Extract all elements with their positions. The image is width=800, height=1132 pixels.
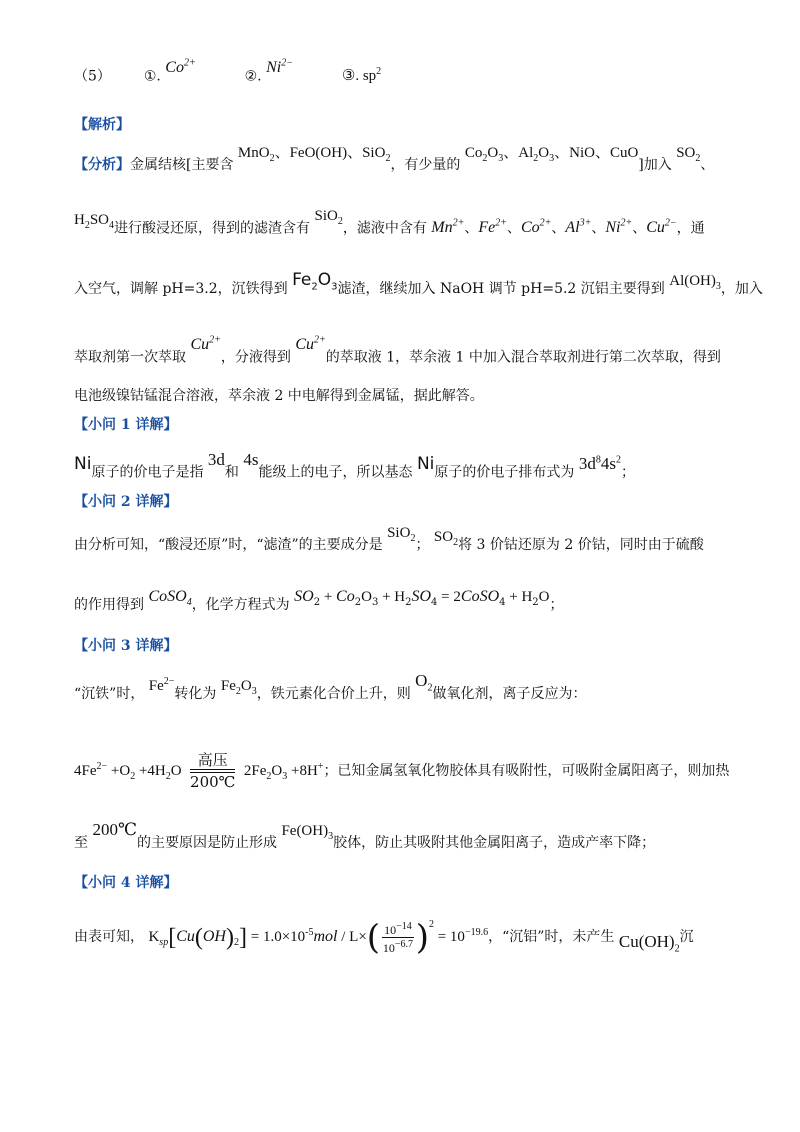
option-1-ion: $Co^{2+}$ xyxy=(165,58,196,77)
analysis-heading: 【解析】 xyxy=(74,117,130,133)
fenxi-line-2: $H_2SO_4$进行酸浸还原，得到的滤渣含有 SiO$_2$，滤液中含有 $Mn^{2+}$、$Fe^{2+}$、$Co^{2+}$、$Al^{3+}$、$Ni^{2+}$、$Cu^{2-}$，通 xyxy=(74,208,705,237)
fenxi-line-4: 萃取剂第一次萃取 $Cu^{2+}$，分液得到 $Cu^{2+}$的萃取液 1，萃余液 1 中加入混合萃取剂进行第二次萃取，得到 xyxy=(74,335,721,366)
q1-line: Ni原子的价电子是指 3d和 4s能级上的电子，所以基态 Ni原子的价电子排布式为 $3d^84s^2$； xyxy=(74,449,635,481)
q2-line-2: 的作用得到 CoSO$_4$，化学方程式为 $SO_2 + Co_2O_3 + H_2SO_4$ = 2CoSO$_4$ + $H_2O$； xyxy=(74,588,564,613)
q3-line-3: 至 200℃的主要原因是防止形成 $Fe(OH)_3$胶体，防止其吸附其他金属阳离子，造成产率下降； xyxy=(74,820,656,851)
fe-ion: $Fe^{2-}$ xyxy=(148,676,175,694)
aloh3-formula: $Al(OH)_3$ xyxy=(669,273,721,292)
cu-ion-1: $Cu^{2+}$ xyxy=(190,335,221,354)
option-3: ③. $sp^2$ xyxy=(341,66,382,85)
option-1-label: ①. xyxy=(143,68,161,85)
ni-symbol-2: Ni xyxy=(416,453,435,474)
feoh3-formula: $Fe(OH)_3$ xyxy=(281,823,334,842)
q2-line-1: 由分析可知，“酸浸还原”时，“滤渣”的主要成分是 SiO$_2$； $SO_2$将 3 价钴还原为 2 价钴，同时由于硫酸 xyxy=(74,525,704,553)
cu-ion-2: $Cu^{2+}$ xyxy=(295,335,326,354)
coso4-formula: CoSO$_4$ xyxy=(148,588,192,609)
temperature: 200℃ xyxy=(92,820,137,839)
orbital-3d: 3d xyxy=(207,449,225,469)
q4-heading: 【小问 4 详解】 xyxy=(74,875,178,891)
ionic-equation-right: $2Fe_2O_3 +8H^+$ xyxy=(243,761,324,782)
ionic-equation-left: $4Fe^{2-} +O_2 +4H_2O$ xyxy=(74,761,182,782)
q3-equation-line: $4Fe^{2-} +O_2 +4H_2O$ 高压 200℃ $2Fe_2O_3 +8H^+$；已知金属氢氧化物胶体具有吸附性，可吸附金属阳离子，则加热 xyxy=(74,751,730,791)
reaction-condition: 高压 200℃ xyxy=(190,751,236,791)
so2-formula-2: $SO_2$ xyxy=(433,529,459,548)
ore-composition: MnO$_2$、FeO(OH)、SiO$_2$ xyxy=(237,145,391,164)
ksp-expression: $K_{sp}[Cu(OH)_2] = 1.0\times 10^{-5}mol / L\times$( $\frac{10^{-14}}{10^{-6.7}}$ )$^2 = 10^{-19.6}$ xyxy=(148,917,489,958)
option-2-ion: $Ni^{2-}$ xyxy=(266,58,293,77)
fenxi-tag: 【分析】 xyxy=(74,157,130,173)
ion-list: $Mn^{2+}$ xyxy=(431,218,465,237)
fe2o3-formula: $Fe_2O_3$ xyxy=(292,270,338,293)
chemical-equation: $SO_2 + Co_2O_3 + H_2SO_4$ = 2CoSO$_4$ + $H_2O$ xyxy=(294,588,550,608)
q4-line: 由表可知， $K_{sp}[Cu(OH)_2] = 1.0\times 10^{-5}mol / L\times$( $\frac{10^{-14}}{10^{-6.7}}$ )$^2 = 10^{-19.6}$，“沉铝”时，未产生 $Cu(OH)_2$沉 xyxy=(74,917,694,958)
h2so4-formula: $H_2SO_4$ xyxy=(74,212,115,232)
q1-heading: 【小问 1 详解】 xyxy=(74,417,178,433)
ni-symbol: Ni xyxy=(74,453,92,474)
q3-heading: 【小问 3 详解】 xyxy=(74,638,178,654)
answer-number: （5） xyxy=(74,68,111,85)
fe2o3-formula-2: $Fe_2O_3$ xyxy=(220,678,257,697)
o2-formula: $O_2$ xyxy=(415,671,433,694)
minor-components: $Co_2O_3$、$Al_2O_3$、NiO、CuO xyxy=(464,145,639,164)
fenxi-line-5: 电池级镍钴锰混合溶液，萃余液 2 中电解得到金属锰，据此解答。 xyxy=(74,388,484,404)
fenxi-line-1: 【分析】金属结核[主要含 MnO$_2$、FeO(OH)、SiO$_2$，有少量的 $Co_2O_3$、$Al_2O_3$、NiO、CuO]加入 $SO_2$、 xyxy=(74,145,715,173)
fenxi-line-3: 入空气，调解 pH=3.2，沉铁得到 $Fe_2O_3$滤渣，继续加入 NaOH 调节 pH=5.2 沉铝主要得到 $Al(OH)_3$，加入 xyxy=(74,270,763,297)
orbital-4s: 4s xyxy=(243,449,259,469)
answer-5-line xyxy=(74,58,760,86)
so2-formula: $SO_2$ xyxy=(676,145,701,164)
cuoh2-formula: $Cu(OH)_2$ xyxy=(618,932,680,955)
sio2-formula-2: SiO$_2$ xyxy=(387,525,416,544)
option-2-label: ②. xyxy=(244,68,262,85)
q3-line-1: “沉铁”时， $Fe^{2-}$转化为 $Fe_2O_3$，铁元素化合价上升，则 $O_2$做氧化剂，离子反应为： xyxy=(74,671,587,702)
electron-config: $3d^84s^2$ xyxy=(578,453,621,473)
sio2-formula: SiO$_2$ xyxy=(314,208,343,228)
q2-heading: 【小问 2 详解】 xyxy=(74,494,178,510)
